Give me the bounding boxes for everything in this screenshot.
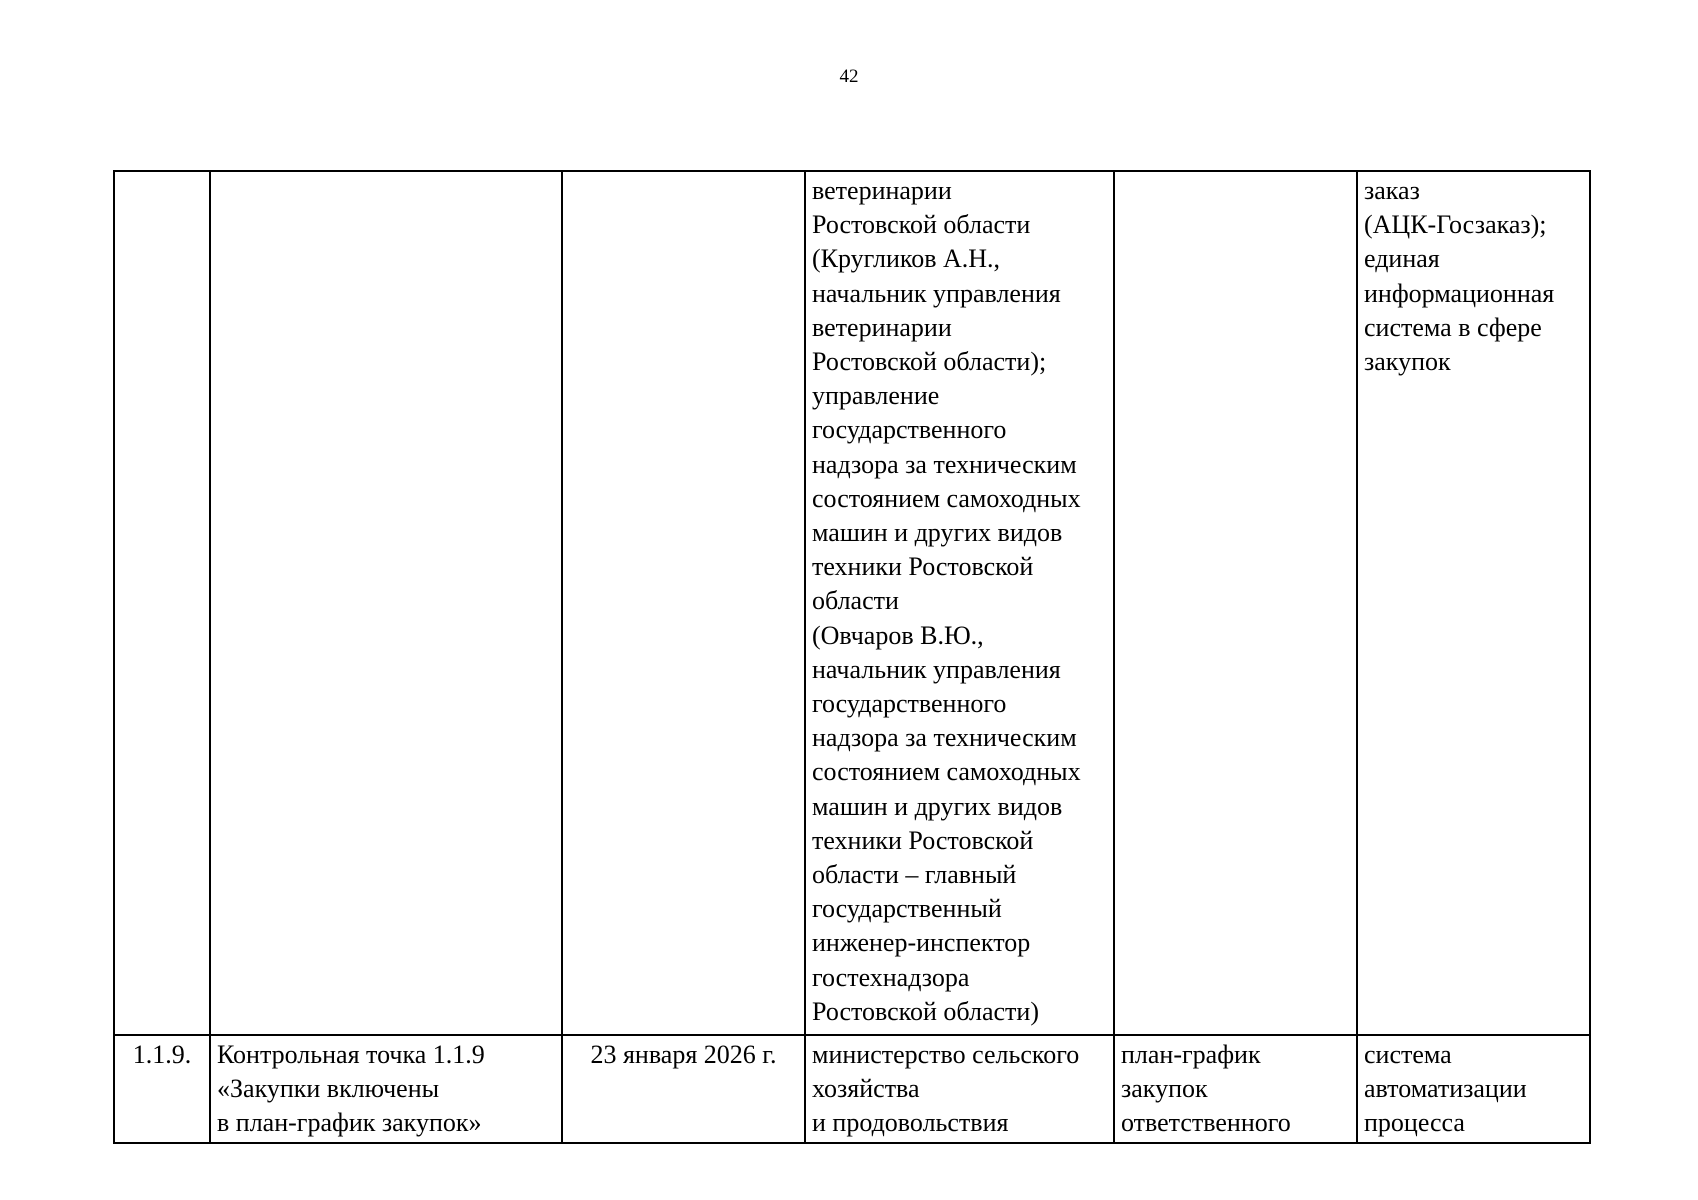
control-points-table — [113, 170, 1591, 1144]
cell-responsible: ветеринарии Ростовской области (Кругликов А.Н., начальник управления ветеринарии Ростовской области); управление государственного надзора за техническим состоянием самоходных машин и других видов техники Ростовской области (Овчаров В.Ю., начальник управления государственного надзора за техническим состоянием самоходных машин и других видов техники Ростовской области – главный государственный инженер-инспектор гостехнадзора Ростовской области) — [805, 171, 1114, 1035]
cell-document: план-график закупок ответственного — [1114, 1035, 1357, 1143]
cell-information-system: система автоматизации процесса — [1357, 1035, 1590, 1143]
cell-date — [562, 171, 805, 1035]
cell-responsible: министерство сельского хозяйства и продовольствия — [805, 1035, 1114, 1143]
cell-date: 23 января 2026 г. — [562, 1035, 805, 1143]
cell-name: Контрольная точка 1.1.9 «Закупки включены в план-график закупок» — [210, 1035, 562, 1143]
cell-number — [114, 171, 210, 1035]
cell-number: 1.1.9. — [114, 1035, 210, 1143]
cell-document — [1114, 171, 1357, 1035]
table-row — [114, 171, 1590, 1035]
cell-name — [210, 171, 562, 1035]
page-number: 42 — [839, 66, 859, 87]
cell-information-system: заказ (АЦК-Госзаказ); единая информационная система в сфере закупок — [1357, 171, 1590, 1035]
table-row — [114, 1035, 1590, 1143]
